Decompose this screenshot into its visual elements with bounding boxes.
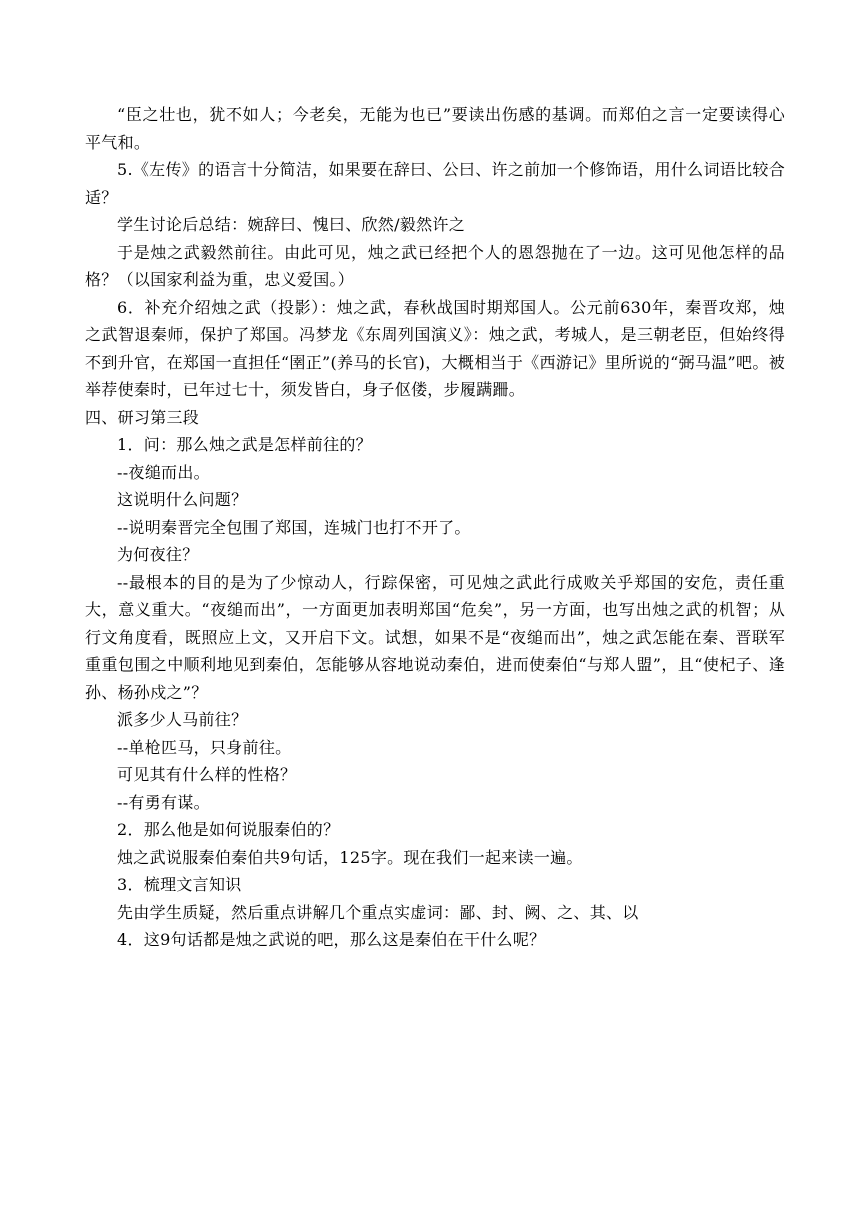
section-heading: 四、研习第三段 bbox=[85, 407, 200, 427]
paragraph-8: --夜缒而出。 bbox=[117, 462, 210, 482]
paragraph-13: 派多少人马前往？ bbox=[117, 710, 248, 729]
paragraph-20: 先由学生质疑，然后重点讲解几个重点实虚词：鄙、封、阙、之、其、以 bbox=[117, 902, 639, 922]
paragraph-1: “臣之壮也，犹不如人；今老矣，无能为也已”要读出伤感的基调。而郑伯之言一定要读得心平气和。 bbox=[85, 105, 785, 152]
paragraph-2: 5.《左传》的语言十分简洁，如果要在辞曰、公曰、许之前加一个修饰语，用什么词语比较合适？ bbox=[85, 160, 785, 207]
paragraph-9: 这说明什么问题？ bbox=[117, 490, 248, 509]
paragraph-15: 可见其有什么样的性格？ bbox=[117, 765, 297, 784]
paragraph-3: 学生讨论后总结：婉辞曰、愧曰、欣然/毅然许之 bbox=[117, 215, 465, 234]
paragraph-14: --单枪匹马，只身前往。 bbox=[117, 737, 292, 757]
paragraph-12: --最根本的目的是为了少惊动人，行踪保密，可见烛之武此行成败关乎郑国的安危，责任重大，意义重大。“夜缒而出”，一方面更加表明郑国“危矣”，另一方面，也写出烛之武的机智；从行文角度看，既照应上文，又开启下文。试想，如果不是“夜缒而出”，烛之武怎能在秦、晋联军重重包围之中顺利地见到秦伯，怎能够从容地说动秦伯，进而使秦伯“与郑人盟”，且“使杞子、逢孙、杨孙戍之”？ bbox=[85, 572, 785, 702]
paragraph-4: 于是烛之武毅然前往。由此可见，烛之武已经把个人的恩怨抛在了一边。这可见他怎样的品格？（以国家利益为重，忠义爱国。） bbox=[85, 242, 785, 289]
paragraph-18: 烛之武说服秦伯秦伯共9句话，125字。现在我们一起来读一遍。 bbox=[117, 847, 583, 867]
paragraph-19: 3．梳理文言知识 bbox=[117, 875, 242, 894]
paragraph-7: 1．问：那么烛之武是怎样前往的？ bbox=[117, 435, 372, 454]
paragraph-10: --说明秦晋完全包围了郑国，连城门也打不开了。 bbox=[117, 517, 471, 537]
paragraph-5: 6．补充介绍烛之武（投影）：烛之武，春秋战国时期郑国人。公元前630年，秦晋攻郑，烛之武智退秦师，保护了郑国。冯梦龙《东周列国演义》：烛之武，考城人，是三朝老臣，但始终得不到升官，在郑国一直担任“圉正”(养马的长官)，大概相当于《西游记》里所说的“弼马温”吧。被举荐使秦时，已年过七十，须发皆白，身子伛偻，步履蹒跚。 bbox=[85, 297, 785, 399]
paragraph-17: 2．那么他是如何说服秦伯的？ bbox=[117, 820, 340, 839]
paragraph-16: --有勇有谋。 bbox=[117, 792, 210, 812]
paragraph-11: 为何夜往？ bbox=[117, 545, 199, 564]
paragraph-21: 4．这9句话都是烛之武说的吧，那么这是秦伯在干什么呢？ bbox=[117, 930, 546, 949]
document-body bbox=[85, 101, 785, 954]
